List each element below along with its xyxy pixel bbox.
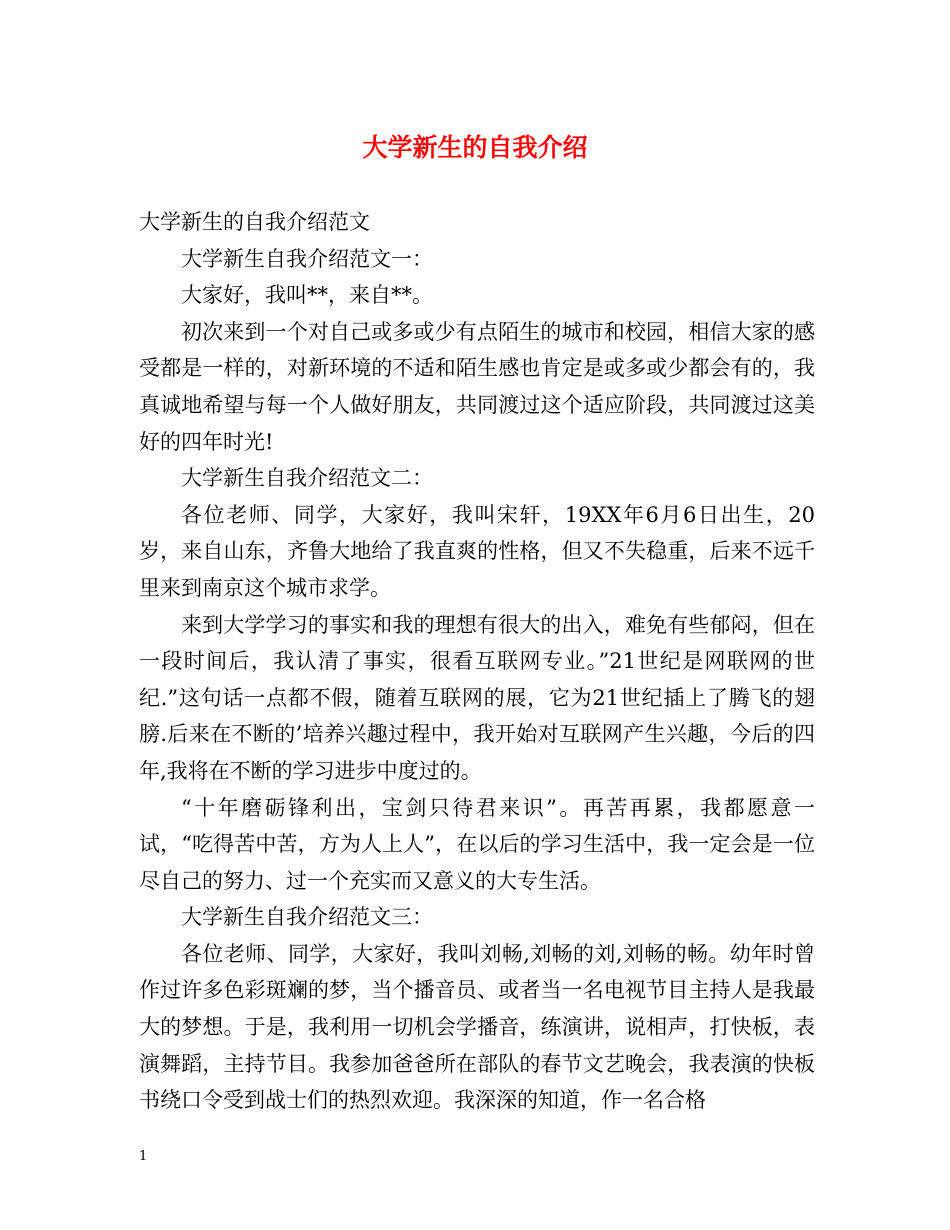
paragraph: 来到大学学习的事实和我的理想有很大的出入，难免有些郁闷，但在一段时间后，我认清了事实，很看互联网专业。”21世纪是网联网的世纪.”这句话一点都不假，随着互联网的展，它为21世纪插上了腾飞的翅膀.后来在不断的’培养兴趣过程中，我开始对互联网产生兴趣，今后的四年,我将在不断的学习进步中度过的。 (139, 612, 815, 783)
section-heading: 大学新生的自我介绍范文 (139, 210, 370, 234)
page-number: 1 (139, 1149, 148, 1164)
document-title: 大学新生的自我介绍 (362, 133, 588, 162)
paragraph: 各位老师、同学，大家好，我叫宋轩，19XX年6月6日出生，20岁，来自山东，齐鲁大地给了我直爽的性格，但又不失稳重，后来不远千里来到南京这个城市求学。 (139, 502, 815, 600)
subsection-heading: 大学新生自我介绍范文二： (181, 466, 433, 491)
subsection-heading: 大学新生自我介绍范文三： (181, 905, 433, 930)
document-body (139, 204, 815, 1119)
paragraph: 大家好，我叫**，来自**。 (181, 283, 433, 308)
paragraph: 初次来到一个对自己或多或少有点陌生的城市和校园，相信大家的感受都是一样的，对新环境的不适和陌生感也肯定是或多或少都会有的，我真诚地希望与每一个人做好朋友，共同渡过这个适应阶段，共同渡过这美好的四年时光! (139, 319, 815, 454)
subsection-heading: 大学新生自我介绍范文一： (181, 246, 433, 271)
paragraph: “十年磨砺锋利出，宝剑只待君来识”。再苦再累，我都愿意一试，“吃得苦中苦，方为人上人”，在以后的学习生活中，我一定会是一位尽自己的努力、过一个充实而又意义的大专生活。 (139, 795, 815, 893)
paragraph: 各位老师、同学，大家好，我叫刘畅,刘畅的刘,刘畅的畅。幼年时曾作过许多色彩斑斓的梦，当个播音员、或者当一名电视节目主持人是我最大的梦想。于是，我利用一切机会学播音，练演讲，说相声，打快板，表演舞蹈，主持节目。我参加爸爸所在部队的春节文艺晚会，我表演的快板书绕口令受到战士们的热烈欢迎。我深深的知道，作一名合格 (139, 941, 815, 1113)
